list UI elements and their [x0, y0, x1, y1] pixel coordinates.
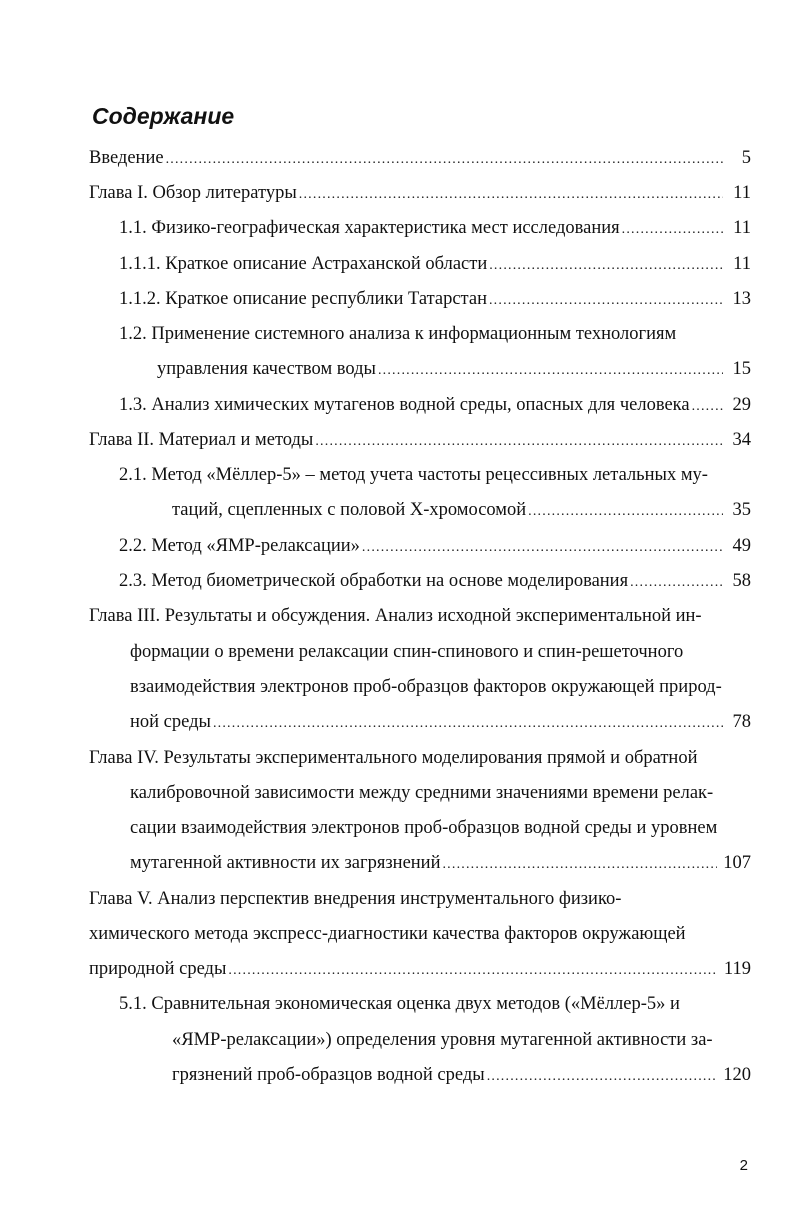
toc-entry-intro [89, 146, 751, 172]
toc-entry-2-1-line-1: 2.1. Метод «Мёллер-5» – метод учета частоты рецессивных летальных му- [119, 465, 708, 485]
toc-entry-text: 2.3. Метод биометрической обработки на основе моделирования [119, 571, 629, 591]
toc-entry-1-1-1 [119, 252, 751, 278]
toc-entry-chapter-5-line-2: химического метода экспресс-диагностики качества факторов окружающей [89, 924, 686, 944]
toc-page-number: 119 [723, 959, 751, 979]
dot-leader [362, 536, 723, 560]
toc-entry-2-1 [172, 498, 751, 524]
toc-page-number: 49 [732, 536, 751, 556]
toc-entry-text: 2.2. Метод «ЯМР-релаксации» [119, 536, 360, 556]
toc-page-number: 34 [732, 430, 751, 450]
dot-leader [299, 183, 723, 207]
dot-leader [213, 712, 723, 736]
page-number: 2 [739, 1157, 748, 1174]
toc-entry-1-2 [157, 357, 751, 383]
toc-page-number: 11 [733, 254, 751, 274]
toc-page-number: 78 [732, 712, 751, 732]
toc-entry-2-2 [119, 534, 751, 560]
toc-page-number: 11 [733, 183, 751, 203]
toc-entry-text: мутагенной активности их загрязнений [130, 853, 441, 873]
toc-entry-chapter-5-line-1: Глава V. Анализ перспектив внедрения инструментального физико- [89, 889, 622, 909]
toc-entry-1-1 [119, 216, 751, 242]
toc-page-number: 29 [732, 395, 751, 415]
toc-entry-text: 1.1.1. Краткое описание Астраханской области [119, 254, 488, 274]
toc-entry-1-1-2 [119, 287, 751, 313]
dot-leader [489, 289, 723, 313]
toc-entry-chapter-2 [89, 428, 751, 454]
toc-entry-text: природной среды [89, 959, 227, 979]
page-title: Содержание [92, 103, 235, 129]
toc-page-number: 5 [741, 148, 751, 168]
toc-entry-chapter-3-line-2: формации о времени релаксации спин-спинового и спин-решеточного [130, 642, 684, 662]
toc-page-number: 120 [723, 1065, 751, 1085]
toc-page-number: 11 [733, 218, 751, 238]
toc-entry-text: 1.3. Анализ химических мутагенов водной среды, опасных для человека [119, 395, 690, 415]
toc-entry-text: грязнений проб-образцов водной среды [172, 1065, 485, 1085]
toc-entry-text: ной среды [130, 712, 211, 732]
dot-leader [528, 500, 723, 524]
toc-page-number: 35 [732, 500, 751, 520]
dot-leader [489, 254, 723, 278]
toc-entry-chapter-4 [130, 851, 751, 877]
toc-entry-1-3 [119, 393, 751, 419]
toc-entry-text: Глава II. Материал и методы [89, 430, 314, 450]
toc-page-number: 58 [732, 571, 751, 591]
toc-entry-text: 1.1.2. Краткое описание республики Татарстан [119, 289, 487, 309]
toc-entry-5-1-line-1: 5.1. Сравнительная экономическая оценка двух методов («Мёллер-5» и [119, 994, 680, 1014]
dot-leader [692, 395, 725, 419]
toc-entry-chapter-1 [89, 181, 751, 207]
toc-entry-chapter-4-line-2: калибровочной зависимости между средними значениями времени релак- [130, 783, 714, 803]
toc-page-number: 15 [732, 359, 751, 379]
toc-page-number: 13 [732, 289, 751, 309]
toc-entry-5-1-line-2: «ЯМР-релаксации») определения уровня мутагенной активности за- [172, 1030, 713, 1050]
toc-entry-1-2-line-1: 1.2. Применение системного анализа к информационным технологиям [119, 324, 677, 344]
dot-leader [622, 218, 723, 242]
dot-leader [442, 853, 717, 877]
toc-entry-chapter-5 [89, 957, 751, 983]
dot-leader [378, 359, 723, 383]
toc-entry-chapter-3-line-3: взаимодействия электронов проб-образцов факторов окружающей природ- [130, 677, 722, 697]
dot-leader [630, 571, 723, 595]
dot-leader [315, 430, 723, 454]
toc-entry-chapter-4-line-1: Глава IV. Результаты экспериментального моделирования прямой и обратной [89, 748, 698, 768]
dot-leader [228, 959, 718, 983]
toc-entry-5-1 [172, 1063, 751, 1089]
toc-entry-text: управления качеством воды [157, 359, 376, 379]
toc-entry-text: таций, сцепленных с половой Х-хромосомой [172, 500, 527, 520]
toc-entry-chapter-3-line-1: Глава III. Результаты и обсуждения. Анализ исходной экспериментальной ин- [89, 606, 702, 626]
dot-leader [487, 1065, 718, 1089]
toc-page-number: 107 [723, 853, 751, 873]
toc-entry-text: 1.1. Физико-географическая характеристика мест исследования [119, 218, 620, 238]
toc-entry-text: Введение [89, 148, 164, 168]
toc-entry-chapter-4-line-3: сации взаимодействия электронов проб-образцов водной среды и уровнем [130, 818, 718, 838]
toc-entry-2-3 [119, 569, 751, 595]
toc-entry-text: Глава I. Обзор литературы [89, 183, 297, 203]
toc-entry-chapter-3 [130, 710, 751, 736]
dot-leader [166, 148, 723, 172]
